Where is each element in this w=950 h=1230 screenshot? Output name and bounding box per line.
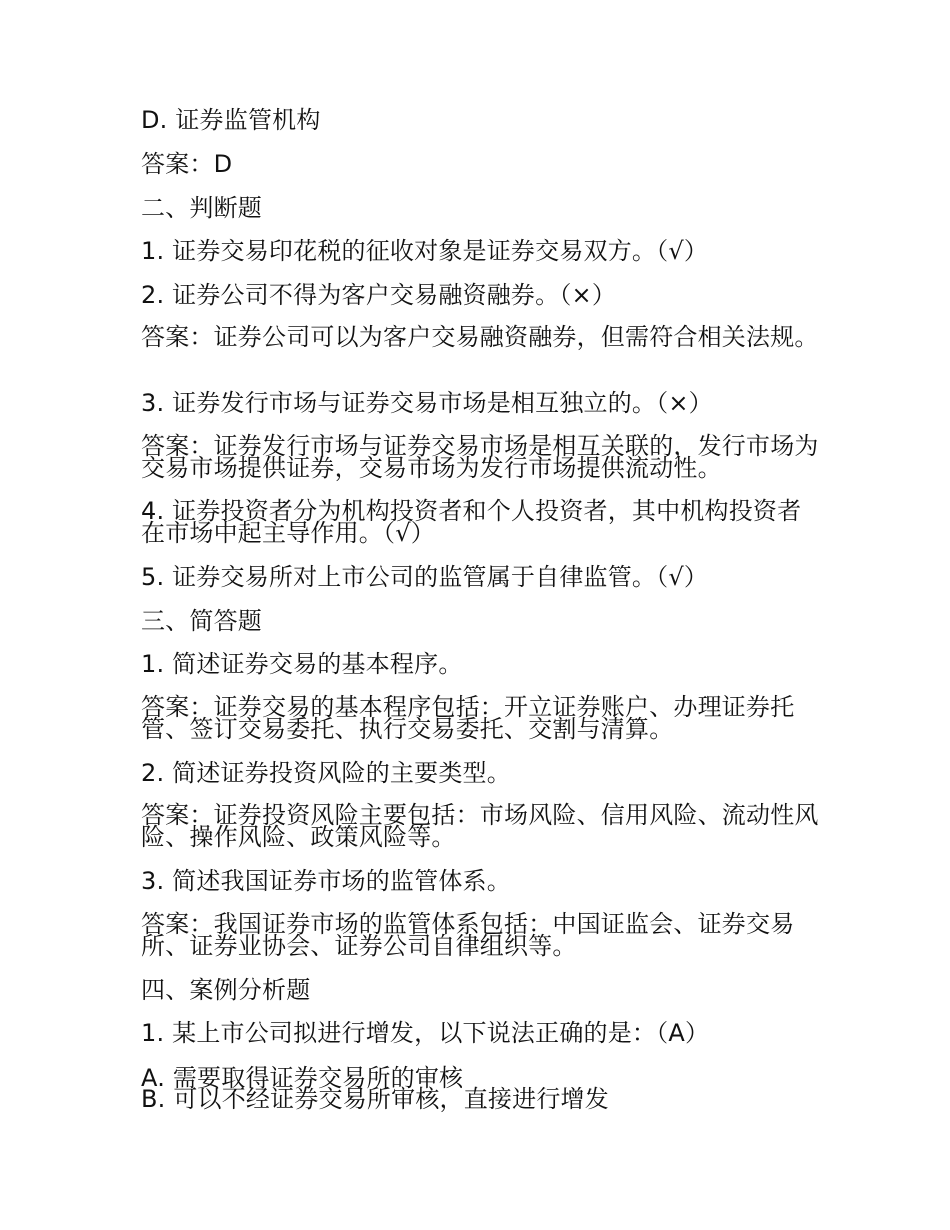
- short-answer-1: 答案：证券交易的基本程序包括：开立证券账户、办理证券托管、签订交易委托、执行交易委托、交割与清算。: [141, 693, 795, 743]
- short-answer-2: 答案：证券投资风险主要包括：市场风险、信用风险、流动性风险、操作风险、政策风险等。: [141, 801, 819, 851]
- section-heading-short-answer: 三、简答题: [141, 607, 262, 635]
- section-heading-true-false: 二、判断题: [141, 194, 262, 222]
- answer-2: 答案：证券公司可以为客户交易融资融券，但需符合相关法规。: [141, 323, 819, 351]
- option-d: D. 证券监管机构: [141, 106, 321, 134]
- answer-line: 答案：D: [141, 150, 233, 178]
- case-question-1: 1. 某上市公司拟进行增发，以下说法正确的是：（A）: [141, 1019, 710, 1047]
- question-3: 3. 证券发行市场与证券交易市场是相互独立的。（×）: [141, 389, 713, 417]
- short-question-1: 1. 简述证券交易的基本程序。: [141, 650, 463, 678]
- short-question-3: 3. 简述我国证券市场的监管体系。: [141, 867, 511, 895]
- short-answer-3: 答案：我国证券市场的监管体系包括：中国证监会、证券交易所、证券业协会、证券公司自律组织等。: [141, 910, 795, 960]
- question-5: 5. 证券交易所对上市公司的监管属于自律监管。（√）: [141, 563, 709, 591]
- question-4: 4. 证券投资者分为机构投资者和个人投资者，其中机构投资者在市场中起主导作用。（√）: [141, 497, 802, 547]
- question-2: 2. 证券公司不得为客户交易融资融券。（×）: [141, 281, 617, 309]
- section-heading-case-analysis: 四、案例分析题: [141, 976, 311, 1004]
- answer-3: 答案：证券发行市场与证券交易市场是相互关联的，发行市场为交易市场提供证券，交易市场为发行市场提供流动性。: [141, 432, 819, 482]
- case-option-b: B. 可以不经证券交易所审核，直接进行增发: [141, 1085, 609, 1113]
- case-option-a: A. 需要取得证券交易所的审核: [141, 1064, 464, 1092]
- question-1: 1. 证券交易印花税的征收对象是证券交易双方。（√）: [141, 237, 709, 265]
- short-question-2: 2. 简述证券投资风险的主要类型。: [141, 759, 511, 787]
